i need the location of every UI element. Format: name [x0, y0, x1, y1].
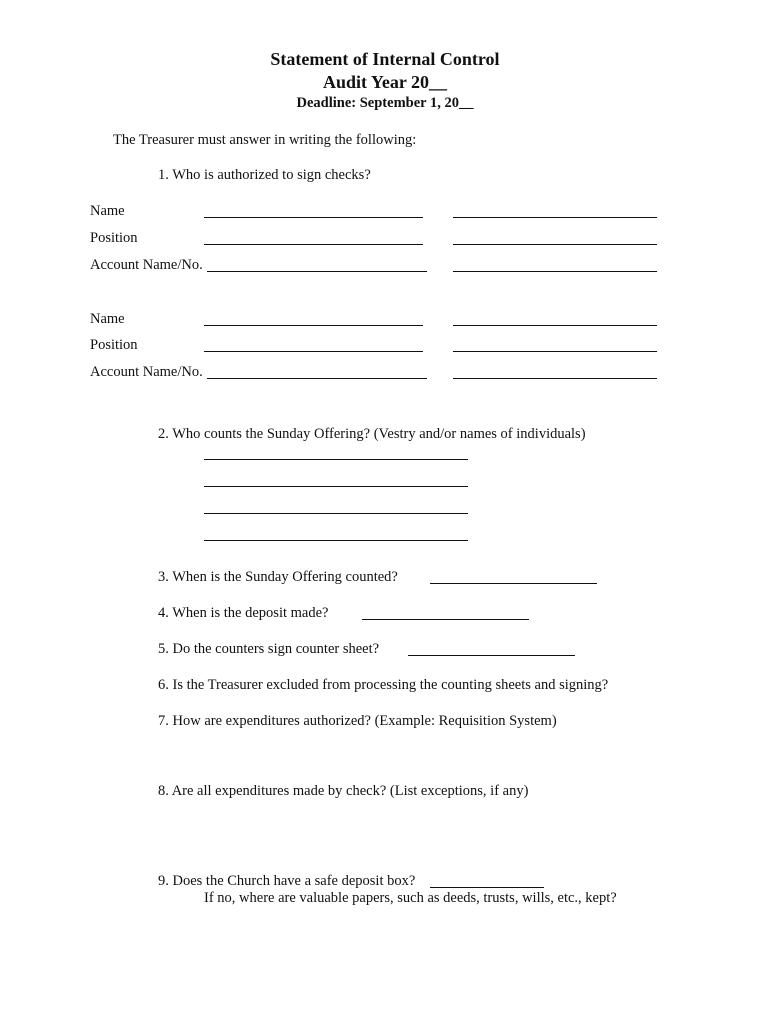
position-label-1: Position [90, 230, 138, 246]
deadline: Deadline: September 1, 20__ [296, 95, 474, 111]
counter-name-line-4[interactable] [204, 540, 468, 541]
question-5: 5. Do the counters sign counter sheet? [158, 641, 380, 657]
question-6: 6. Is the Treasurer excluded from processing the counting sheets and signing? [158, 677, 609, 693]
question-8: 8. Are all expenditures made by check? (List exceptions, if any) [158, 783, 529, 799]
question-9: 9. Does the Church have a safe deposit box? [158, 873, 416, 889]
name-field-2b[interactable] [453, 325, 657, 326]
name-field-1a[interactable] [204, 217, 423, 218]
account-label-2: Account Name/No. [90, 364, 203, 380]
q3-answer-line[interactable] [430, 583, 597, 584]
account-field-2b[interactable] [453, 378, 657, 379]
name-field-2a[interactable] [204, 325, 423, 326]
name-label-1: Name [90, 203, 125, 219]
question-2: 2. Who counts the Sunday Offering? (Vestry and/or names of individuals) [158, 426, 586, 442]
question-9-followup: If no, where are valuable papers, such as deeds, trusts, wills, etc., kept? [204, 890, 617, 906]
position-field-1a[interactable] [204, 244, 423, 245]
account-field-1a[interactable] [207, 271, 427, 272]
name-label-2: Name [90, 311, 125, 327]
position-field-1b[interactable] [453, 244, 657, 245]
position-label-2: Position [90, 337, 138, 353]
question-1: 1. Who is authorized to sign checks? [158, 167, 371, 183]
position-field-2b[interactable] [453, 351, 657, 352]
q9-answer-line[interactable] [430, 887, 544, 888]
question-3: 3. When is the Sunday Offering counted? [158, 569, 398, 585]
form-title: Statement of Internal Control [270, 49, 500, 69]
counter-name-line-3[interactable] [204, 513, 468, 514]
account-label-1: Account Name/No. [90, 257, 203, 273]
audit-year: Audit Year 20__ [322, 72, 447, 92]
account-field-2a[interactable] [207, 378, 427, 379]
q4-answer-line[interactable] [362, 619, 529, 620]
counter-name-line-2[interactable] [204, 486, 468, 487]
account-field-1b[interactable] [453, 271, 657, 272]
question-4: 4. When is the deposit made? [158, 605, 329, 621]
question-7: 7. How are expenditures authorized? (Example: Requisition System) [158, 713, 557, 729]
q5-answer-line[interactable] [408, 655, 575, 656]
position-field-2a[interactable] [204, 351, 423, 352]
intro-text: The Treasurer must answer in writing the following: [113, 132, 417, 148]
counter-name-line-1[interactable] [204, 459, 468, 460]
name-field-1b[interactable] [453, 217, 657, 218]
